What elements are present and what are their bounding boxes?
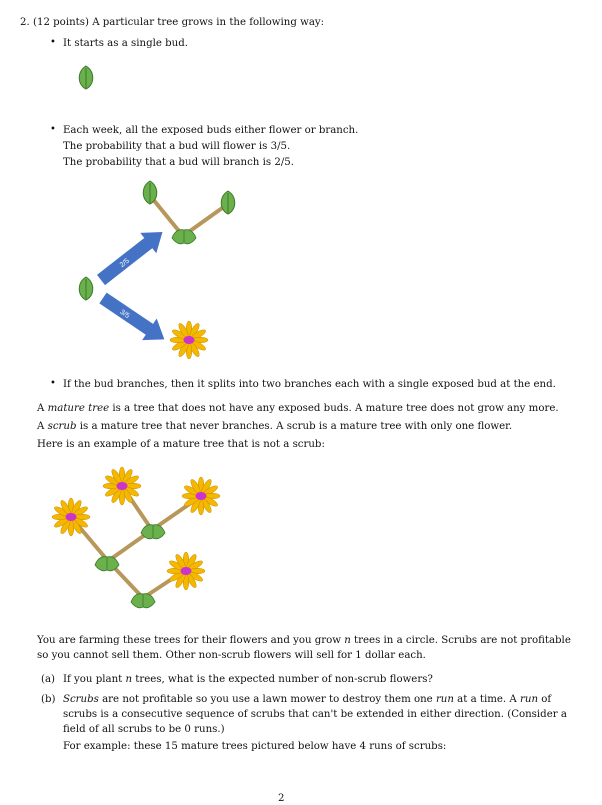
bullet-3-text: If the bud branches, then it splits into two branches each with a single exposed bud at the end. bbox=[63, 379, 556, 390]
mature-tree-example bbox=[52, 467, 220, 608]
bullet-2-line-1: Each week, all the exposed buds either flower or branch. bbox=[63, 125, 359, 136]
scrub-definition: A scrub is a mature tree that never branches. A scrub is a mature tree with only one flower. bbox=[37, 421, 513, 432]
branching-diagram bbox=[79, 181, 235, 359]
farming-line-1: You are farming these trees for their flowers and you grow n trees in a circle. Scrubs are not profitable bbox=[37, 635, 571, 646]
bullet-marker: • bbox=[50, 378, 56, 389]
part-a-text: If you plant n trees, what is the expected number of non-scrub flowers? bbox=[63, 674, 433, 685]
flower-probability-label: 3/5 bbox=[118, 308, 131, 320]
page-number: 2 bbox=[278, 793, 285, 804]
example-intro: Here is an example of a mature tree that is not a scrub: bbox=[37, 439, 325, 450]
problem-header: 2. (12 points) A particular tree grows in the following way: bbox=[20, 17, 325, 28]
part-a-label: (a) bbox=[41, 674, 56, 685]
bullet-1-text: It starts as a single bud. bbox=[63, 38, 188, 49]
part-b-line-1: Scrubs are not profitable so you use a lawn mower to destroy them one run at a time. A run of bbox=[63, 694, 552, 705]
bullet-marker: • bbox=[50, 124, 56, 135]
single-bud-icon bbox=[79, 66, 93, 89]
part-b-label: (b) bbox=[41, 694, 56, 705]
branch-arrow bbox=[93, 222, 170, 291]
part-b-line-4: For example: these 15 mature trees pictured below have 4 runs of scrubs: bbox=[63, 741, 447, 752]
bullet-2-line-3: The probability that a bud will branch is 2/5. bbox=[63, 157, 294, 168]
branch-probability-label: 2/5 bbox=[118, 257, 131, 270]
bullet-marker: • bbox=[50, 37, 56, 48]
bullet-2-line-2: The probability that a bud will flower is 3/5. bbox=[63, 141, 291, 152]
part-b-line-2: scrubs is a consecutive sequence of scrubs that can't be extended in either direction. (Consider a bbox=[63, 709, 567, 720]
farming-line-2: so you cannot sell them. Other non-scrub flowers will sell for 1 dollar each. bbox=[37, 650, 426, 661]
flower-arrow bbox=[96, 287, 172, 350]
part-b-line-3: field of all scrubs to be 0 runs.) bbox=[63, 724, 225, 735]
mature-tree-definition: A mature tree is a tree that does not have any exposed buds. A mature tree does not grow any more. bbox=[37, 403, 559, 414]
